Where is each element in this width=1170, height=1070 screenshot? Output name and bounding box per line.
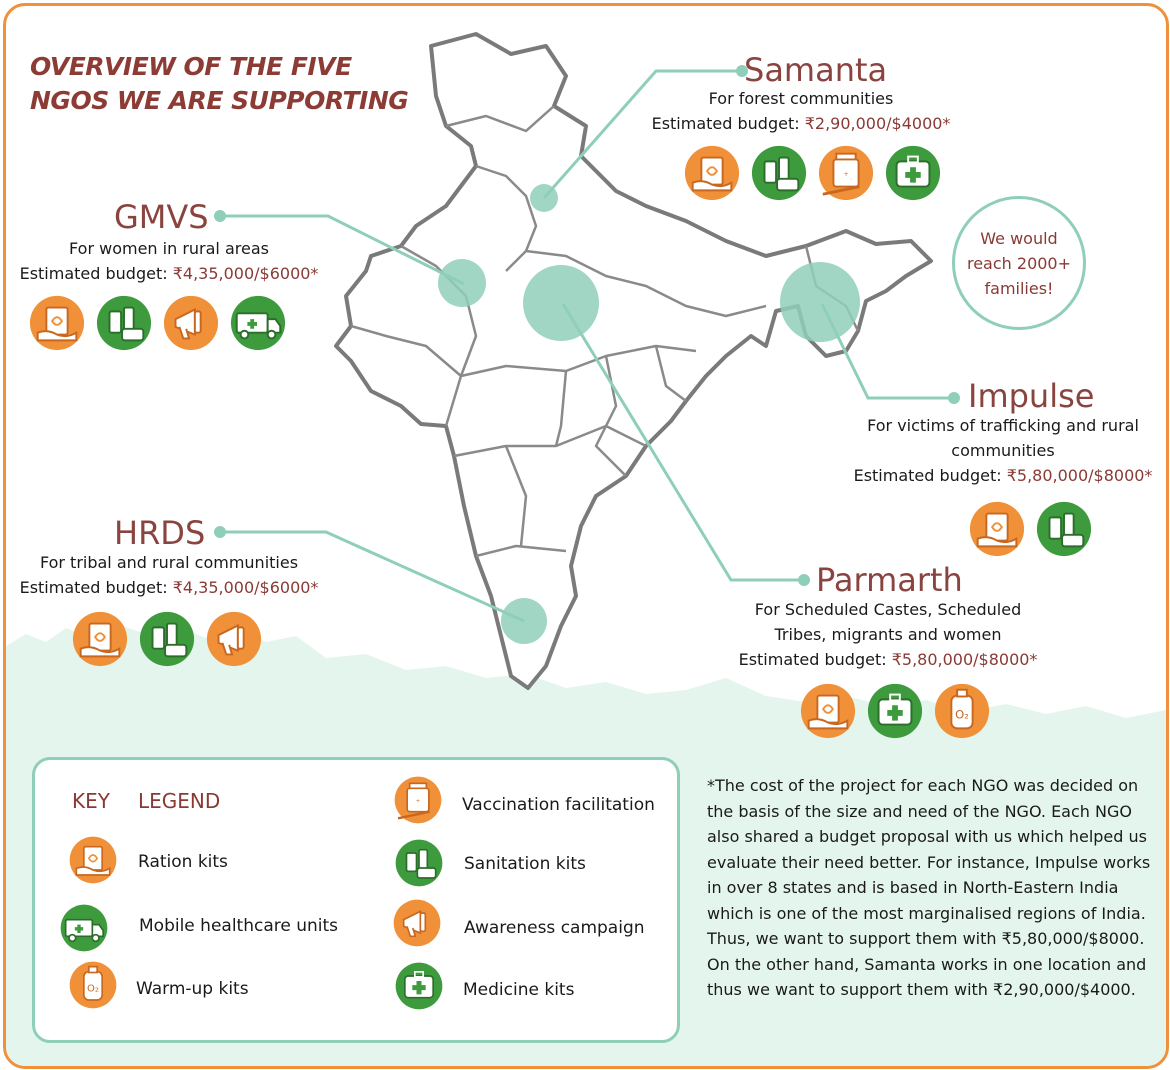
awareness-campaign-icon xyxy=(205,610,263,668)
reach-line-3: families! xyxy=(984,278,1054,298)
ngo-info-gmvs xyxy=(6,236,332,286)
ration-kit-icon xyxy=(968,500,1026,558)
medicine-kit-icon xyxy=(884,144,942,202)
ngo-desc-gmvs: For women in rural areas xyxy=(69,239,269,258)
ngo-name-samanta: Samanta xyxy=(744,51,888,89)
icons-gmvs xyxy=(28,294,287,352)
sanitation-kit-icon xyxy=(1035,500,1093,558)
vaccination-icon xyxy=(817,144,875,202)
awareness-campaign-icon xyxy=(162,294,220,352)
ngo-name-impulse: Impulse xyxy=(968,377,1095,415)
ngo-budget-hrds xyxy=(6,575,332,600)
sanitation-kit-icon xyxy=(394,838,444,888)
connector-dot xyxy=(948,392,960,404)
connector-dot xyxy=(214,526,226,538)
ngo-desc-impulse-1: For victims of trafficking and rural xyxy=(867,416,1139,435)
medicine-kit-icon xyxy=(866,682,924,740)
budget-label: Estimated budget: xyxy=(651,114,805,133)
sanitation-kit-icon xyxy=(138,610,196,668)
vaccination-icon xyxy=(393,775,443,825)
svg-text:O₂: O₂ xyxy=(87,983,99,995)
sanitation-kit-icon xyxy=(750,144,808,202)
budget-label: Estimated budget: xyxy=(19,264,173,283)
footnote: *The cost of the project for each NGO was decided on the basis of the size and need of the NGO. Each NGO also shared a budget proposal with us which helped us evaluate their need better. For instance, Impulse works in over 8 states and is based in North-Eastern India which is one of the most marginalised regions of India. Thus, we want to support them with ₹5,80,000/$8000. On the other hand, Samanta works in one location and thus we want to support them with ₹2,90,000/$4000. xyxy=(707,776,1151,999)
icons-samanta xyxy=(683,144,942,202)
budget-value: ₹2,90,000/$4000* xyxy=(804,114,951,133)
icons-parmarth xyxy=(799,682,991,740)
legend-label-awareness: Awareness campaign xyxy=(464,918,645,938)
mobile-healthcare-icon xyxy=(229,294,287,352)
warm-up-kit-icon xyxy=(933,682,991,740)
bubble-impulse xyxy=(780,262,860,342)
reach-line-1: We would xyxy=(980,228,1058,248)
connector-dot xyxy=(798,574,810,586)
connector-dot xyxy=(214,210,226,222)
svg-text:O₂: O₂ xyxy=(955,707,969,722)
ngo-info-hrds xyxy=(6,550,332,600)
bubble-hrds xyxy=(501,598,547,644)
legend-label-mobile-healthcare: Mobile healthcare units xyxy=(139,916,339,936)
budget-label: Estimated budget: xyxy=(853,466,1007,485)
ngo-budget-gmvs xyxy=(6,261,332,286)
bubble-gmvs xyxy=(438,259,486,307)
title-line-2: NGOS WE ARE SUPPORTING xyxy=(30,86,409,115)
budget-value: ₹5,80,000/$8000* xyxy=(891,650,1038,669)
ngo-budget-parmarth xyxy=(718,647,1058,672)
legend-label-sanitation: Sanitation kits xyxy=(464,854,586,874)
awareness-campaign-icon xyxy=(392,898,442,948)
ngo-info-impulse xyxy=(844,413,1162,488)
ration-kit-icon xyxy=(28,294,86,352)
ngo-info-samanta xyxy=(636,86,966,136)
legend-box xyxy=(32,757,680,1043)
budget-value: ₹4,35,000/$6000* xyxy=(172,578,319,597)
ngo-desc-hrds: For tribal and rural communities xyxy=(39,553,299,572)
page-title xyxy=(30,50,408,118)
icons-impulse xyxy=(968,500,1093,558)
ration-kit-icon xyxy=(68,835,118,885)
sanitation-kit-icon xyxy=(95,294,153,352)
bubble-samanta xyxy=(530,184,558,212)
budget-value: ₹4,35,000/$6000* xyxy=(172,264,319,283)
ration-kit-icon xyxy=(683,144,741,202)
legend-label-warm-up: Warm-up kits xyxy=(136,979,249,999)
infographic-frame xyxy=(3,3,1169,1069)
medicine-kit-icon xyxy=(394,961,444,1011)
ngo-name-gmvs: GMVS xyxy=(114,198,209,236)
budget-label: Estimated budget: xyxy=(19,578,173,597)
bubble-parmarth xyxy=(523,265,599,341)
legend-label-medicine: Medicine kits xyxy=(463,980,575,1000)
ngo-info-parmarth xyxy=(718,597,1058,672)
reach-line-2: reach 2000+ xyxy=(966,253,1072,273)
reach-bubble xyxy=(952,196,1086,330)
legend-label-ration: Ration kits xyxy=(138,852,228,872)
svg-text:+: + xyxy=(843,171,849,178)
svg-text:+: + xyxy=(415,798,421,805)
budget-label: Estimated budget: xyxy=(738,650,892,669)
ngo-name-hrds: HRDS xyxy=(114,514,206,552)
ngo-desc-parmarth-1: For Scheduled Castes, Scheduled xyxy=(754,600,1022,619)
legend-label-vaccination: Vaccination facilitation xyxy=(462,795,655,815)
ngo-budget-samanta xyxy=(636,111,966,136)
legend-heading: LEGEND xyxy=(138,789,221,813)
ration-kit-icon xyxy=(71,610,129,668)
ngo-name-parmarth: Parmarth xyxy=(816,561,963,599)
budget-value: ₹5,80,000/$8000* xyxy=(1006,466,1153,485)
ration-kit-icon xyxy=(799,682,857,740)
legend-key-heading: KEY xyxy=(72,789,110,813)
mobile-healthcare-icon xyxy=(59,903,123,953)
ngo-budget-impulse xyxy=(844,463,1162,488)
ngo-desc-parmarth-2: Tribes, migrants and women xyxy=(774,625,1002,644)
warm-up-kit-icon xyxy=(68,960,118,1010)
icons-hrds xyxy=(71,610,263,668)
ngo-desc-impulse-2: communities xyxy=(951,441,1055,460)
title-line-1: OVERVIEW OF THE FIVE xyxy=(30,52,352,81)
ngo-desc-samanta: For forest communities xyxy=(708,89,894,108)
